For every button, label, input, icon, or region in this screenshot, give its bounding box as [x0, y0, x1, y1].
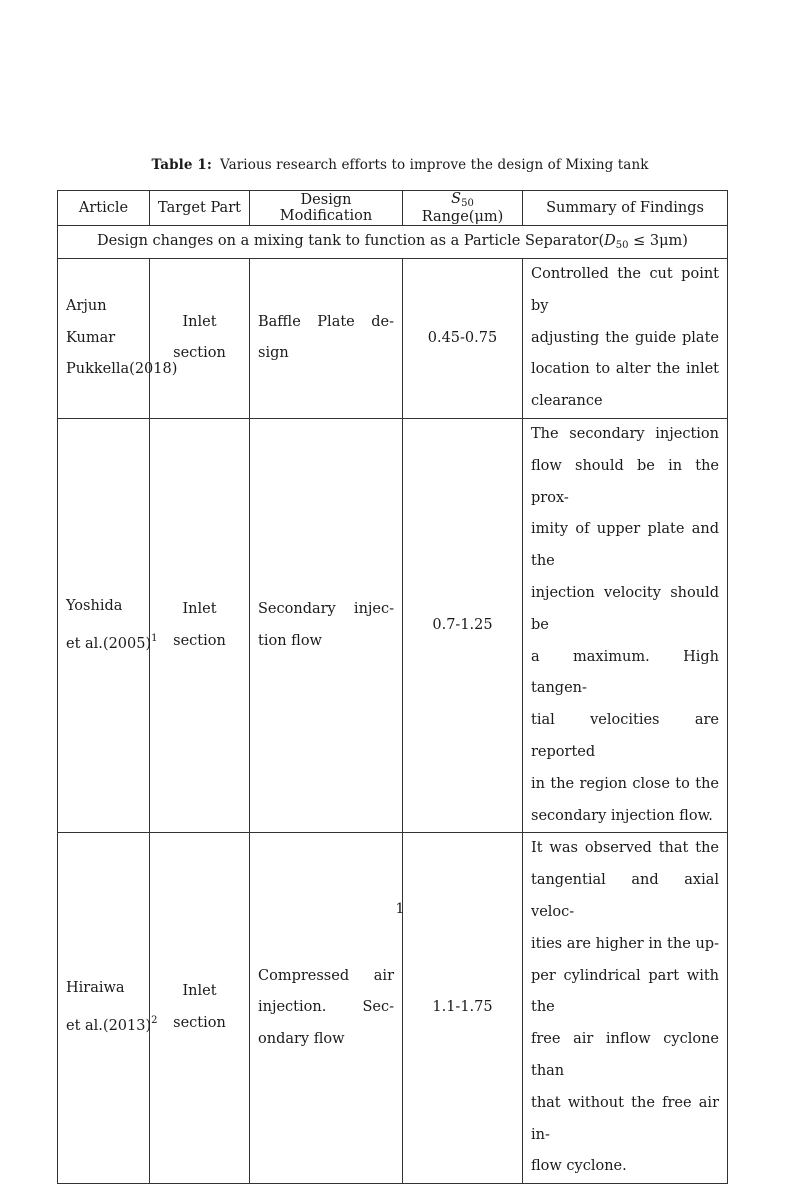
header-design-modification: Design Modification	[250, 191, 403, 226]
cell-article: Hiraiwa et $al.(2013)^2$	[58, 833, 150, 1184]
cell-article: Yoshida et $al.(2005)^1$	[58, 418, 150, 832]
cell-target-part: Inlet section	[150, 418, 250, 832]
cell-article: Arjun Kumar Pukkella(2018)	[58, 259, 150, 419]
table-row	[58, 418, 728, 832]
table-row	[58, 833, 728, 1184]
cell-range: 0.7-1.25	[403, 418, 523, 832]
research-table	[57, 190, 728, 1184]
cell-summary: It was observed that the tangential and axial veloc- ities are higher in the up- per cylindrical part with the free air inflow cyclone than that without the free air in- flow cyclone.	[523, 833, 728, 1184]
cell-design-modification: Baffle Plate de- sign	[250, 259, 403, 419]
span-row-text: Design changes on a mixing tank to function as a Particle $Separator(D_{50} \le 3\mu m)$	[58, 226, 728, 259]
header-summary: Summary of Findings	[523, 191, 728, 226]
cell-target-part: Inlet section	[150, 259, 250, 419]
header-range: $S_{50}$ Range(μm)	[403, 191, 523, 226]
header-article: Article	[58, 191, 150, 226]
table-caption-text: Various research efforts to improve the design of Mixing tank	[219, 157, 649, 173]
cell-range: 1.1-1.75	[403, 833, 523, 1184]
cell-design-modification: Compressed air injection. Sec- ondary flow	[250, 833, 403, 1184]
cell-design-modification: Secondary injec- tion flow	[250, 418, 403, 832]
table-header-row	[58, 191, 728, 226]
cell-summary: The secondary injection flow should be in the prox- imity of upper plate and the injection velocity should be a maximum. High tangen- tial velocities are reported in the region close to the secondary injection flow.	[523, 418, 728, 832]
page-number: 1	[395, 901, 405, 917]
cell-range: 0.45-0.75	[403, 259, 523, 419]
table-span-row	[58, 226, 728, 259]
cell-target-part: Inlet section	[150, 833, 250, 1184]
header-target-part: Target Part	[150, 191, 250, 226]
table-row	[58, 259, 728, 419]
table-caption-label: Table 1:	[151, 157, 212, 173]
cell-summary: Controlled the cut point by adjusting the guide plate location to alter the inlet clearance	[523, 259, 728, 419]
table-caption	[0, 157, 800, 173]
